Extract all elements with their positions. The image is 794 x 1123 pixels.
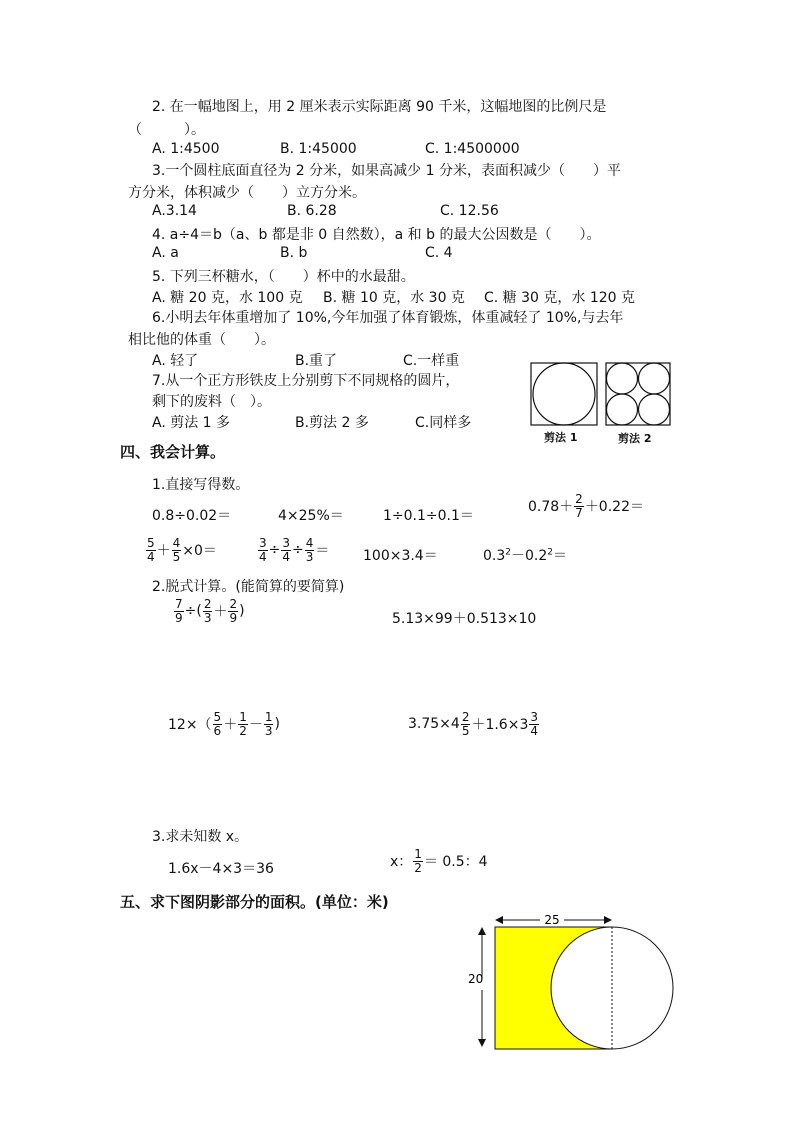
direct-expr-7: 100×3.4＝ — [363, 548, 438, 564]
step-expr-2: 5.13×99＋0.513×10 — [392, 611, 537, 627]
cut1-circle — [533, 363, 595, 425]
fraction: $\frac{2}{7}$ — [575, 492, 583, 520]
q4-option-b: B. b — [280, 245, 308, 261]
q4-option-c: C. 4 — [425, 245, 453, 261]
height-label: 20 — [468, 972, 484, 986]
q7-option-c: C.同样多 — [415, 415, 472, 431]
q5-option-c: C. 糖 30 克，水 120 克 — [484, 290, 636, 306]
q2-option-a: A. 1:4500 — [152, 141, 220, 157]
step-expr-1: $\frac{7}{9}$ ÷( $\frac{2}{3}$ ＋ $\frac{2}{9}$ ) — [175, 597, 245, 625]
q4-line1: 4. a÷4＝b（a、b 都是非 0 自然数），a 和 b 的最大公因数是（ ）。 — [152, 227, 601, 243]
step-expr-3: 12×（ $\frac{5}{6}$ ＋ $\frac{1}{2}$ － $\frac{1}{3}$ ) — [168, 710, 280, 738]
fraction: $\frac{4}{3}$ — [305, 536, 314, 564]
direct-expr-3: 1÷0.1÷0.1＝ — [383, 508, 474, 524]
cut1-caption: 剪法 1 — [544, 431, 578, 444]
q2-option-c: C. 1:4500000 — [425, 141, 520, 157]
cut2-circle-2 — [639, 363, 670, 394]
shaded-area-figure — [460, 905, 700, 1055]
section4-title: 四、我会计算。 — [120, 443, 226, 461]
direct-expr-2: 4×25%＝ — [278, 508, 344, 524]
direct-expr-8: $0.3^2-0.2^2=$ — [483, 547, 567, 564]
solve-expr-1: 1.6x－4×3＝36 — [168, 861, 274, 877]
direct-expr-1: 0.8÷0.02＝ — [152, 508, 232, 524]
fraction: $\frac{2}{5}$ — [461, 710, 470, 738]
width-label: 25 — [544, 913, 560, 927]
cut1-square — [531, 363, 597, 425]
q5-line1: 5. 下列三杯糖水，（ ）杯中的水最甜。 — [152, 269, 415, 285]
q6-option-a: A. 轻了 — [152, 353, 199, 369]
q3-option-c: C. 12.56 — [440, 203, 499, 219]
cut2-circle-4 — [639, 394, 670, 425]
q6-option-b: B.重了 — [295, 353, 338, 369]
section5-title: 五、求下图阴影部分的面积。(单位：米) — [120, 893, 389, 911]
direct-expr-5: $\frac{5}{4}$ ＋ $\frac{4}{5}$ ×0＝ — [147, 536, 217, 564]
fraction: $\frac{7}{9}$ — [175, 597, 183, 625]
direct-expr-6: $\frac{3}{4}$ ÷ $\frac{3}{4}$ ÷ $\frac{4}{3}$ ＝ — [259, 536, 330, 564]
fraction: $\frac{3}{4}$ — [530, 710, 538, 738]
step-expr-4: 3.75×4 $\frac{2}{5}$ ＋1.6×3 $\frac{3}{4}$ — [408, 710, 538, 738]
fraction: $\frac{1}{2}$ — [414, 847, 422, 875]
q7-line2: 剩下的废料（ ）。 — [152, 394, 271, 410]
fraction: $\frac{5}{4}$ — [147, 536, 155, 564]
q7-option-a: A. 剪法 1 多 — [152, 415, 231, 431]
q6-line2: 相比他的体重（ ）。 — [128, 332, 275, 348]
solve-heading: 3.求未知数 x。 — [152, 829, 249, 845]
q6-option-c: C.一样重 — [403, 353, 460, 369]
cut2-square — [606, 363, 670, 425]
q3-line1: 3.一个圆柱底面直径为 2 分米，如果高减少 1 分米，表面积减少（ ）平 — [152, 163, 621, 179]
direct-calc-heading: 1.直接写得数。 — [152, 477, 250, 493]
fraction: $\frac{2}{9}$ — [229, 597, 238, 625]
cut2-circle-1 — [607, 363, 638, 394]
fraction: $\frac{1}{3}$ — [264, 710, 273, 738]
fraction: $\frac{4}{5}$ — [172, 536, 181, 564]
q4-option-a: A. a — [152, 245, 179, 261]
q7-line1: 7.从一个正方形铁皮上分别剪下不同规格的圆片， — [152, 373, 460, 389]
solve-expr-2: x： $\frac{1}{2}$ ＝ 0.5：4 — [390, 847, 488, 875]
direct-expr-4: 0.78＋ $\frac{2}{7}$ ＋0.22＝ — [528, 492, 644, 520]
cut2-circle-3 — [607, 394, 638, 425]
fraction: $\frac{3}{4}$ — [282, 536, 291, 564]
q3-option-a: A.3.14 — [152, 203, 197, 219]
cut2-caption: 剪法 2 — [618, 432, 652, 445]
q5-option-b: B. 糖 10 克，水 30 克 — [323, 290, 465, 306]
q2-line2: （ ）。 — [128, 122, 205, 138]
fraction: $\frac{3}{4}$ — [259, 536, 267, 564]
fraction: $\frac{5}{6}$ — [213, 710, 222, 738]
fraction: $\frac{2}{3}$ — [203, 597, 212, 625]
q3-line2: 方分米，体积减少（ ）立方分米。 — [128, 185, 366, 201]
cut-methods-figure — [530, 362, 672, 426]
fraction: $\frac{1}{2}$ — [239, 710, 247, 738]
q7-option-b: B.剪法 2 多 — [295, 415, 369, 431]
q5-option-a: A. 糖 20 克，水 100 克 — [152, 290, 303, 306]
q6-line1: 6.小明去年体重增加了 10%,今年加强了体育锻炼，体重减轻了 10%,与去年 — [152, 310, 624, 326]
q2-option-b: B. 1:45000 — [280, 141, 357, 157]
step-calc-heading: 2.脱式计算。(能简算的要简算) — [152, 579, 345, 595]
q2-line1: 2. 在一幅地图上，用 2 厘米表示实际距离 90 千米，这幅地图的比例尺是 — [152, 99, 607, 115]
q3-option-b: B. 6.28 — [287, 203, 337, 219]
